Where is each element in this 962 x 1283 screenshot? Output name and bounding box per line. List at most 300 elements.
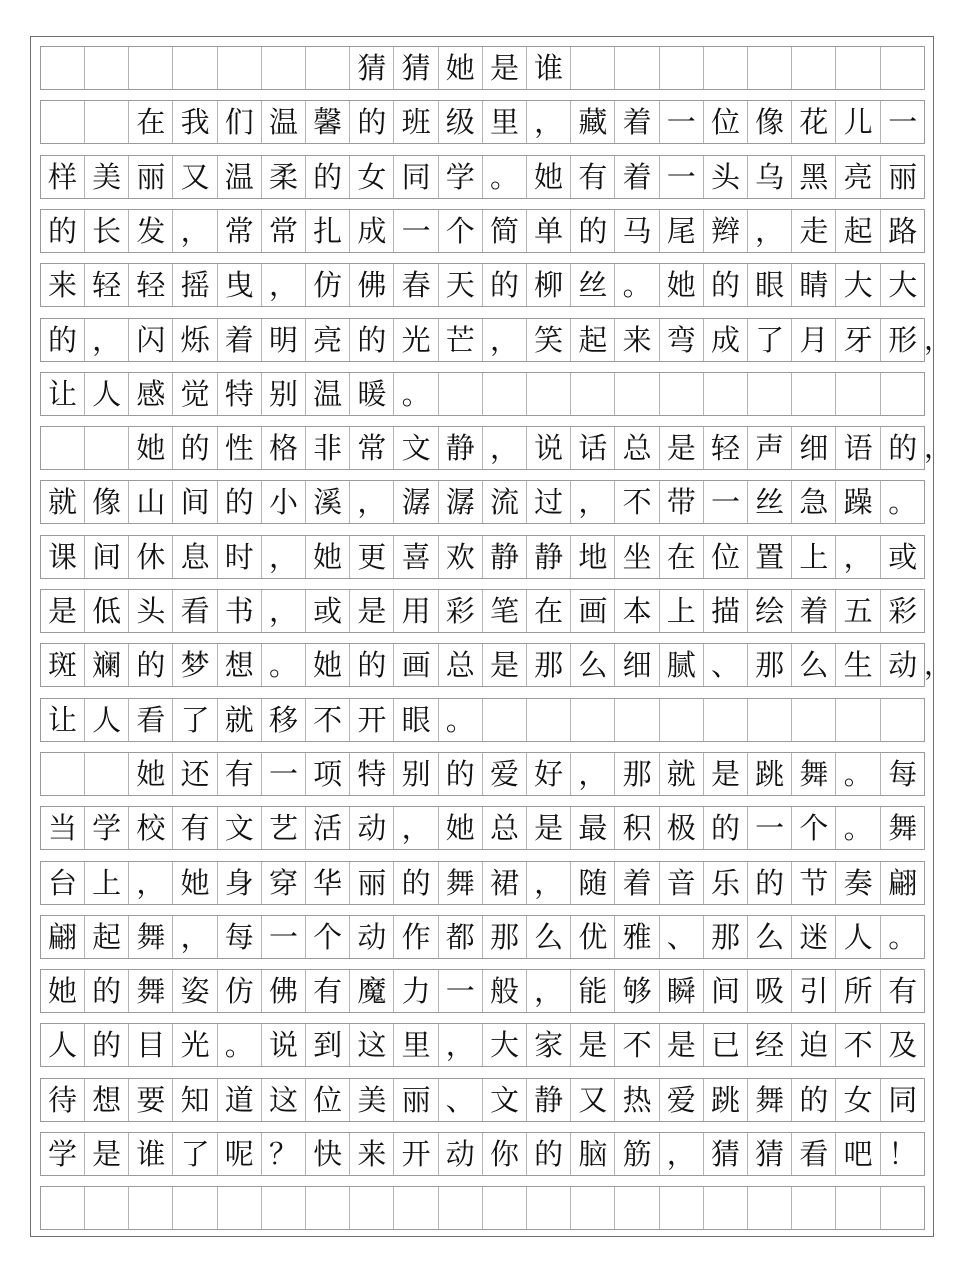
empty-cell (837, 47, 881, 89)
char-cell: 级 (439, 101, 483, 143)
empty-cell (660, 1187, 704, 1229)
char-cell: 的 (888, 431, 918, 466)
char-cell: 成 (350, 210, 394, 252)
char-cell: 个 (792, 807, 836, 849)
grid-row (40, 1132, 925, 1176)
char-cell: 喜 (395, 536, 439, 578)
char-cell: 的 (483, 264, 527, 306)
char-cell: 用 (395, 590, 439, 632)
char-cell: 温 (218, 156, 262, 198)
title-char-cell: 猜 (395, 47, 439, 89)
char-cell: 让 (41, 373, 85, 415)
char-cell: 这 (262, 1079, 306, 1121)
char-cell: 着 (616, 101, 660, 143)
char-cell: 的 (439, 753, 483, 795)
empty-cell (41, 427, 85, 469)
char-cell: 热 (616, 1079, 660, 1121)
char-cell: 想 (85, 1079, 129, 1121)
char-cell: 那 (483, 916, 527, 958)
char-cell: 那 (704, 916, 748, 958)
char-cell: 最 (571, 807, 615, 849)
char-cell: 乐 (704, 862, 748, 904)
char-cell: 她 (129, 753, 173, 795)
char-cell: 翩 (41, 916, 85, 958)
punctuation-cell: ， (837, 536, 881, 578)
char-cell: 同 (888, 1082, 918, 1117)
char-cell: 舞 (129, 970, 173, 1012)
char-cell: 优 (571, 916, 615, 958)
punctuation-cell: ， (395, 807, 439, 849)
char-cell: 那 (616, 753, 660, 795)
char-cell: 她 (174, 862, 218, 904)
char-cell: 月 (792, 319, 836, 361)
empty-cell (881, 47, 925, 89)
char-cell: 人 (85, 373, 129, 415)
char-cell: 力 (395, 970, 439, 1012)
empty-cell (483, 373, 527, 415)
empty-cell (41, 101, 85, 143)
punctuation-cell: 。 (218, 1024, 262, 1066)
char-cell: 位 (704, 101, 748, 143)
char-cell: 吸 (748, 970, 792, 1012)
char-cell: 作 (395, 916, 439, 958)
overflow-punctuation: ， (924, 431, 953, 465)
char-cell: 腻 (660, 644, 704, 686)
empty-cell (748, 699, 792, 741)
char-cell: 的 (218, 481, 262, 523)
char-cell: 是 (660, 1024, 704, 1066)
empty-cell (704, 1187, 748, 1229)
char-cell: 起 (837, 210, 881, 252)
grid-row (40, 372, 925, 416)
char-cell: 像 (85, 481, 129, 523)
char-cell: 台 (41, 862, 85, 904)
char-cell: 斑 (41, 644, 85, 686)
punctuation-cell: 。 (262, 644, 306, 686)
empty-cell (350, 1187, 394, 1229)
char-cell: 小 (262, 481, 306, 523)
char-cell: 里 (483, 101, 527, 143)
char-cell: 像 (748, 101, 792, 143)
char-cell: 静 (527, 536, 571, 578)
empty-cell (218, 47, 262, 89)
char-cell: 了 (174, 1133, 218, 1175)
punctuation-cell: 。 (888, 919, 918, 954)
punctuation-cell: 。 (395, 373, 439, 415)
char-cell: 或 (306, 590, 350, 632)
punctuation-cell: ， (660, 1133, 704, 1175)
char-cell: 摇 (174, 264, 218, 306)
char-cell: 位 (704, 536, 748, 578)
char-cell: 猜 (748, 1133, 792, 1175)
char-cell: 裙 (483, 862, 527, 904)
empty-cell (792, 1187, 836, 1229)
char-cell: 着 (792, 590, 836, 632)
char-cell: 她 (439, 807, 483, 849)
empty-cell (571, 47, 615, 89)
char-cell: 又 (174, 156, 218, 198)
char-cell: 轻 (129, 264, 173, 306)
char-cell: 道 (218, 1079, 262, 1121)
char-cell: 芒 (439, 319, 483, 361)
char-cell: 着 (616, 862, 660, 904)
char-cell: 休 (129, 536, 173, 578)
char-cell: 不 (616, 481, 660, 523)
empty-cell (262, 1187, 306, 1229)
punctuation-cell: ， (571, 753, 615, 795)
empty-cell (129, 47, 173, 89)
char-cell: 光 (174, 1024, 218, 1066)
char-cell: 够 (616, 970, 660, 1012)
empty-cell (174, 1187, 218, 1229)
char-cell: 还 (174, 753, 218, 795)
char-cell: 爱 (483, 753, 527, 795)
char-cell: 儿 (837, 101, 881, 143)
title-char-cell: 她 (439, 47, 483, 89)
char-cell: 常 (262, 210, 306, 252)
char-cell: 她 (527, 156, 571, 198)
char-cell: 急 (792, 481, 836, 523)
char-cell: 本 (616, 590, 660, 632)
char-cell: 丽 (129, 156, 173, 198)
char-cell: 她 (129, 427, 173, 469)
char-cell: 头 (129, 590, 173, 632)
char-cell: 我 (174, 101, 218, 143)
char-cell: 看 (174, 590, 218, 632)
char-cell: 她 (306, 536, 350, 578)
empty-cell (881, 1187, 925, 1229)
char-cell: 坐 (616, 536, 660, 578)
empty-cell (792, 373, 836, 415)
grid-row (40, 806, 925, 850)
punctuation-cell: ， (129, 862, 173, 904)
char-cell: 来 (350, 1133, 394, 1175)
char-cell: 迷 (792, 916, 836, 958)
punctuation-cell: ？ (262, 1133, 306, 1175)
char-cell: 开 (395, 1133, 439, 1175)
punctuation-cell: 。 (837, 753, 881, 795)
char-cell: 彩 (439, 590, 483, 632)
grid-row (40, 263, 925, 307)
char-cell: 弯 (660, 319, 704, 361)
punctuation-cell: ， (527, 101, 571, 143)
char-cell: 跳 (704, 1079, 748, 1121)
char-cell: 梦 (174, 644, 218, 686)
char-cell: 柔 (262, 156, 306, 198)
char-cell: 乌 (748, 156, 792, 198)
empty-cell (748, 373, 792, 415)
char-cell: 牙 (837, 319, 881, 361)
char-cell: 静 (527, 1079, 571, 1121)
char-cell: 馨 (306, 101, 350, 143)
char-cell: 学 (85, 807, 129, 849)
char-cell: 雅 (616, 916, 660, 958)
char-cell: 经 (748, 1024, 792, 1066)
empty-cell (439, 1187, 483, 1229)
empty-cell (306, 47, 350, 89)
char-cell: 是 (704, 753, 748, 795)
grid-row (40, 752, 925, 796)
char-cell: 明 (262, 319, 306, 361)
char-cell: 起 (85, 916, 129, 958)
char-cell: 是 (571, 1024, 615, 1066)
char-cell: 一 (262, 916, 306, 958)
char-cell: 引 (792, 970, 836, 1012)
punctuation-cell: ， (439, 1024, 483, 1066)
char-cell: 佛 (350, 264, 394, 306)
char-cell: 舞 (748, 1079, 792, 1121)
char-cell: 呢 (218, 1133, 262, 1175)
char-cell: 细 (792, 427, 836, 469)
char-cell: 文 (218, 807, 262, 849)
char-cell: 音 (660, 862, 704, 904)
char-cell: 女 (350, 156, 394, 198)
char-cell: 这 (350, 1024, 394, 1066)
char-cell: 姿 (174, 970, 218, 1012)
char-cell: 不 (616, 1024, 660, 1066)
char-cell: 猜 (704, 1133, 748, 1175)
char-cell: 都 (439, 916, 483, 958)
char-cell: 文 (483, 1079, 527, 1121)
char-cell: 柳 (527, 264, 571, 306)
char-cell: 是 (660, 427, 704, 469)
char-cell: 华 (306, 862, 350, 904)
char-cell: 文 (395, 427, 439, 469)
char-cell: 动 (439, 1133, 483, 1175)
char-cell: 流 (483, 481, 527, 523)
char-cell: 不 (306, 699, 350, 741)
char-cell: 睛 (792, 264, 836, 306)
char-cell: 轻 (85, 264, 129, 306)
grid-row (40, 643, 953, 687)
char-cell: 格 (262, 427, 306, 469)
char-cell: 静 (483, 536, 527, 578)
char-cell: 项 (306, 753, 350, 795)
char-cell: 有 (218, 753, 262, 795)
punctuation-cell: ， (527, 862, 571, 904)
char-cell: 常 (350, 427, 394, 469)
empty-cell (85, 427, 129, 469)
char-cell: 低 (85, 590, 129, 632)
grid-row (40, 698, 925, 742)
empty-cell (571, 1187, 615, 1229)
punctuation-cell: 。 (439, 699, 483, 741)
char-cell: 舞 (888, 811, 918, 846)
char-cell: 的 (704, 807, 748, 849)
grid-row (40, 589, 925, 633)
char-cell: 一 (660, 156, 704, 198)
char-cell: 彩 (888, 594, 918, 628)
char-cell: 的 (350, 644, 394, 686)
char-cell: 说 (262, 1024, 306, 1066)
char-cell: 一 (704, 481, 748, 523)
char-cell: 地 (571, 536, 615, 578)
char-cell: 是 (350, 590, 394, 632)
char-cell: 校 (129, 807, 173, 849)
char-cell: 藏 (571, 101, 615, 143)
char-cell: 说 (527, 427, 571, 469)
char-cell: 在 (527, 590, 571, 632)
empty-cell (306, 1187, 350, 1229)
char-cell: 山 (129, 481, 173, 523)
char-cell: 想 (218, 644, 262, 686)
char-cell: 一 (439, 970, 483, 1012)
char-cell: 么 (792, 644, 836, 686)
empty-cell (837, 1187, 881, 1229)
char-cell: 是 (85, 1133, 129, 1175)
char-cell: 的 (571, 210, 615, 252)
char-cell: 长 (85, 210, 129, 252)
grid-row (40, 1023, 925, 1067)
char-cell: 看 (792, 1133, 836, 1175)
char-cell: 的 (792, 1079, 836, 1121)
empty-cell (616, 1187, 660, 1229)
char-cell: 特 (218, 373, 262, 415)
char-cell: 瞬 (660, 970, 704, 1012)
empty-cell (837, 699, 881, 741)
grid-row (40, 1078, 925, 1122)
title-row (40, 46, 925, 90)
char-cell: 么 (748, 916, 792, 958)
empty-cell (660, 47, 704, 89)
char-cell: 的 (395, 862, 439, 904)
punctuation-cell: ， (527, 970, 571, 1012)
char-cell: 学 (439, 156, 483, 198)
empty-cell (218, 1187, 262, 1229)
char-cell: 眼 (395, 699, 439, 741)
char-cell: 女 (837, 1079, 881, 1121)
char-cell: 仿 (218, 970, 262, 1012)
empty-cell (527, 1187, 571, 1229)
char-cell: 动 (350, 807, 394, 849)
char-cell: 眼 (748, 264, 792, 306)
char-cell: 简 (483, 210, 527, 252)
char-cell: 们 (218, 101, 262, 143)
grid-row (40, 100, 925, 144)
char-cell: 待 (41, 1079, 85, 1121)
empty-cell (571, 373, 615, 415)
punctuation-cell: 、 (660, 916, 704, 958)
char-cell: 尾 (660, 210, 704, 252)
char-cell: 暖 (350, 373, 394, 415)
char-cell: 动 (888, 648, 918, 683)
char-cell: 的 (748, 862, 792, 904)
char-cell: 描 (704, 590, 748, 632)
char-cell: 轻 (704, 427, 748, 469)
char-cell: 的 (704, 264, 748, 306)
char-cell: 上 (792, 536, 836, 578)
char-cell: 的 (527, 1133, 571, 1175)
char-cell: 每 (888, 756, 918, 791)
char-cell: 要 (129, 1079, 173, 1121)
punctuation-cell: 。 (483, 156, 527, 198)
char-cell: 细 (616, 644, 660, 686)
empty-cell (174, 47, 218, 89)
char-cell: 来 (616, 319, 660, 361)
char-cell: 能 (571, 970, 615, 1012)
empty-cell (262, 47, 306, 89)
empty-cell (704, 699, 748, 741)
char-cell: 翩 (888, 865, 918, 900)
char-cell: 总 (616, 427, 660, 469)
char-cell: 一 (748, 807, 792, 849)
char-cell: 仿 (306, 264, 350, 306)
empty-cell (748, 47, 792, 89)
char-cell: 间 (704, 970, 748, 1012)
char-cell: 走 (792, 210, 836, 252)
char-cell: 时 (218, 536, 262, 578)
char-cell: 生 (837, 644, 881, 686)
char-cell: 或 (888, 539, 918, 574)
char-cell: 艺 (262, 807, 306, 849)
char-cell: 身 (218, 862, 262, 904)
punctuation-cell: ， (350, 481, 394, 523)
punctuation-cell: 。 (837, 807, 881, 849)
empty-cell (41, 47, 85, 89)
empty-cell (660, 699, 704, 741)
punctuation-cell: 。 (616, 264, 660, 306)
char-cell: 看 (129, 699, 173, 741)
char-cell: 起 (571, 319, 615, 361)
char-cell: 画 (395, 644, 439, 686)
char-cell: 谁 (129, 1133, 173, 1175)
char-cell: 是 (483, 644, 527, 686)
grid-row (40, 318, 953, 362)
char-cell: 的 (129, 644, 173, 686)
char-cell: 花 (792, 101, 836, 143)
empty-cell (41, 1187, 85, 1229)
punctuation-cell: ， (85, 319, 129, 361)
char-cell: 黑 (792, 156, 836, 198)
char-cell: 课 (41, 536, 85, 578)
char-cell: 丽 (395, 1079, 439, 1121)
empty-cell (837, 373, 881, 415)
char-cell: 静 (439, 427, 483, 469)
char-cell: 上 (85, 862, 129, 904)
empty-cell (483, 1187, 527, 1229)
char-cell: 光 (395, 319, 439, 361)
char-cell: 她 (660, 264, 704, 306)
overflow-punctuation: ， (924, 648, 953, 682)
title-char-cell: 是 (483, 47, 527, 89)
punctuation-cell: ， (262, 264, 306, 306)
char-cell: 马 (616, 210, 660, 252)
empty-cell (395, 1187, 439, 1229)
char-cell: 已 (704, 1024, 748, 1066)
char-cell: 书 (218, 590, 262, 632)
empty-cell (85, 101, 129, 143)
char-cell: 移 (262, 699, 306, 741)
char-cell: 觉 (174, 373, 218, 415)
empty-cell (616, 699, 660, 741)
char-cell: 又 (571, 1079, 615, 1121)
punctuation-cell: 、 (439, 1079, 483, 1121)
char-cell: 当 (41, 807, 85, 849)
char-cell: 了 (174, 699, 218, 741)
char-cell: 总 (439, 644, 483, 686)
char-cell: 非 (306, 427, 350, 469)
char-cell: 特 (350, 753, 394, 795)
char-cell: 画 (571, 590, 615, 632)
char-cell: 人 (837, 916, 881, 958)
empty-cell (483, 699, 527, 741)
char-cell: 形 (888, 322, 918, 357)
empty-cell (704, 373, 748, 415)
char-cell: 丝 (748, 481, 792, 523)
empty-cell (616, 373, 660, 415)
char-cell: 就 (218, 699, 262, 741)
punctuation-cell: ， (174, 210, 218, 252)
